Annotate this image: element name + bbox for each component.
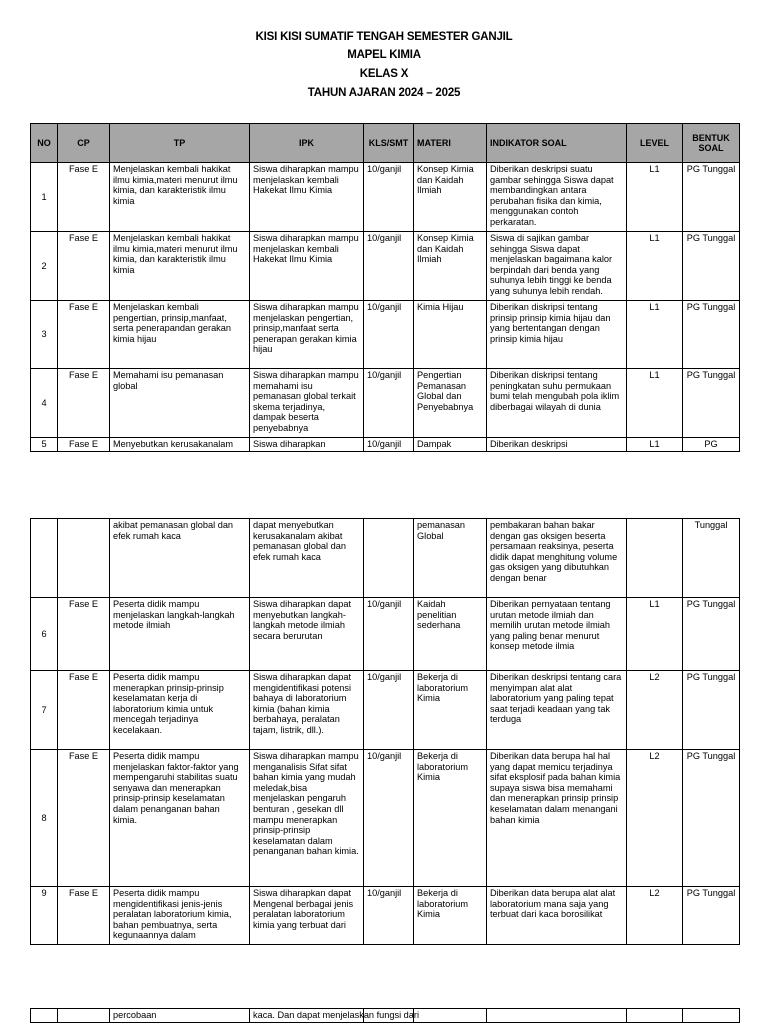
cell-no: 6 xyxy=(31,598,58,671)
cell-materi xyxy=(414,1009,487,1023)
cell-materi: Konsep Kimia dan Kaidah Ilmiah xyxy=(414,232,487,301)
table-row xyxy=(31,1009,740,1023)
cell-materi: Kaidah penelitian sederhana xyxy=(414,598,487,671)
table-row xyxy=(31,438,740,452)
cell-cp xyxy=(58,519,110,598)
cell-materi: Bekerja di laboratorium Kimia xyxy=(414,750,487,887)
cell-bentuk: Tunggal xyxy=(683,519,740,598)
cell-tp: Peserta didik mampu mengidentifikasi jenis-jenis peralatan laboratorium kimia, bahan pembuatnya, serta kegunaannya dalam xyxy=(110,887,250,945)
cell-kls: 10/ganjil xyxy=(364,598,414,671)
cell-no: 3 xyxy=(31,301,58,369)
cell-tp: Peserta didik mampu menerapkan prinsip-prinsip keselamatan kerja di laboratorium kimia untuk mencegah terjadinya kecelakaan. xyxy=(110,671,250,750)
cell-no xyxy=(31,519,58,598)
cell-indikator xyxy=(487,1009,627,1023)
header-level: LEVEL xyxy=(627,124,683,163)
cell-ipk: kaca. Dan dapat menjelaskan fungsi dari xyxy=(250,1009,364,1023)
kisi-table-page-2 xyxy=(30,518,740,945)
cell-cp: Fase E xyxy=(58,232,110,301)
cell-kls: 10/ganjil xyxy=(364,232,414,301)
table-row xyxy=(31,369,740,438)
cell-materi: pemanasan Global xyxy=(414,519,487,598)
cell-indikator: Diberikan diskripsi tentang prinsip prinsip kimia hijau dan yang bertentangan dengan prinsip kimia hijau xyxy=(487,301,627,369)
cell-ipk: dapat menyebutkan kerusakanalam akibat pemanasan global dan efek rumah kaca xyxy=(250,519,364,598)
cell-ipk: Siswa diharapkan mampu menjelaskan kembali Hakekat Ilmu Kimia xyxy=(250,163,364,232)
header-kls: KLS/SMT xyxy=(364,124,414,163)
cell-indikator: Diberikan pernyataan tentang urutan metode ilmiah dan memilih urutan metode ilmiah yang paling benar menurut konsep metode ilmia xyxy=(487,598,627,671)
cell-level: L2 xyxy=(627,887,683,945)
cell-indikator: pembakaran bahan bakar dengan gas oksigen beserta persamaan reaksinya, peserta didik dapat menghitung volume gas oksigen yang dibutuhkan dengan benar xyxy=(487,519,627,598)
table-header-row xyxy=(31,124,740,163)
cell-materi: Konsep Kimia dan Kaidah Ilmiah xyxy=(414,163,487,232)
table-row xyxy=(31,232,740,301)
cell-level: L1 xyxy=(627,163,683,232)
cell-no: 8 xyxy=(31,750,58,887)
cell-indikator: Diberikan deskripsi xyxy=(487,438,627,452)
cell-level: L1 xyxy=(627,301,683,369)
cell-kls: 10/ganjil xyxy=(364,671,414,750)
cell-kls xyxy=(364,519,414,598)
cell-bentuk: PG Tunggal xyxy=(683,369,740,438)
header-indikator: INDIKATOR SOAL xyxy=(487,124,627,163)
kisi-table-page-1 xyxy=(30,123,740,452)
cell-no xyxy=(31,1009,58,1023)
cell-ipk: Siswa diharapkan dapat menyebutkan langkah-langkah metode ilmiah secara berurutan xyxy=(250,598,364,671)
cell-cp: Fase E xyxy=(58,750,110,887)
cell-ipk: Siswa diharapkan xyxy=(250,438,364,452)
cell-bentuk: PG xyxy=(683,438,740,452)
cell-level: L2 xyxy=(627,750,683,887)
cell-indikator: Diberikan diskripsi tentang peningkatan suhu permukaan bumi telah mengubah pola iklim diberbagai wilayah di dunia xyxy=(487,369,627,438)
cell-ipk: Siswa diharapkan mampu menganalisis Sifat sifat bahan kimia yang mudah meledak,bisa menjelaskan pengaruh benturan , gesekan dll mampu menerapkan prinsip-prinsip keselamatan dalam penanganan bahan kimia. xyxy=(250,750,364,887)
cell-tp: Peserta didik mampu menjelaskan langkah-langkah metode ilmiah xyxy=(110,598,250,671)
document-title-line-4: TAHUN AJARAN 2024 – 2025 xyxy=(307,87,461,99)
cell-ipk: Siswa diharapkan mampu menjelaskan pengertian, prinsip,manfaat serta penerapan gerakan kimia hijau xyxy=(250,301,364,369)
cell-bentuk: PG Tunggal xyxy=(683,163,740,232)
cell-no: 9 xyxy=(31,887,58,945)
cell-kls: 10/ganjil xyxy=(364,750,414,887)
cell-level: L1 xyxy=(627,598,683,671)
cell-kls: 10/ganjil xyxy=(364,438,414,452)
table-row xyxy=(31,301,740,369)
cell-no: 1 xyxy=(31,163,58,232)
cell-bentuk: PG Tunggal xyxy=(683,301,740,369)
cell-cp: Fase E xyxy=(58,438,110,452)
cell-tp: percobaan xyxy=(110,1009,250,1023)
cell-bentuk: PG Tunggal xyxy=(683,887,740,945)
cell-kls: 10/ganjil xyxy=(364,301,414,369)
cell-materi: Dampak xyxy=(414,438,487,452)
cell-ipk: Siswa diharapkan dapat Mengenal berbagai jenis peralatan laboratorium kimia yang terbuat dari xyxy=(250,887,364,945)
cell-no: 2 xyxy=(31,232,58,301)
cell-cp: Fase E xyxy=(58,301,110,369)
cell-no: 4 xyxy=(31,369,58,438)
cell-ipk: Siswa diharapkan dapat mengidentifikasi potensi bahaya di laboratorium kimia (bahan kimia berbahaya, peralatan tajam, listrik, dll.). xyxy=(250,671,364,750)
table-row xyxy=(31,163,740,232)
cell-level xyxy=(627,519,683,598)
cell-indikator: Siswa di sajikan gambar sehingga Siswa dapat menjelaskan bagaimana kalor berpindah dari benda yang suhunya lebih tinggi ke benda yang suhunya lebih rendah. xyxy=(487,232,627,301)
header-cp: CP xyxy=(58,124,110,163)
cell-bentuk: PG Tunggal xyxy=(683,598,740,671)
cell-tp: Menyebutkan kerusakanalam xyxy=(110,438,250,452)
cell-materi: Bekerja di laboratorium Kimia xyxy=(414,671,487,750)
cell-no: 5 xyxy=(31,438,58,452)
cell-kls: 10/ganjil xyxy=(364,163,414,232)
cell-indikator: Diberikan data berupa hal hal yang dapat memicu terjadinya sifat eksplosif pada bahan kimia supaya siswa bisa memahami dan menerapkan prinsip prinsip keselamatan dalam menangani bahan kimia xyxy=(487,750,627,887)
document-title-line-2: MAPEL KIMIA xyxy=(347,49,421,61)
cell-tp: Menjelaskan kembali hakikat ilmu kimia,materi menurut ilmu kimia, dan karakteristik ilmu kimia xyxy=(110,232,250,301)
cell-materi: Kimia Hijau xyxy=(414,301,487,369)
cell-indikator: Diberikan deskripsi suatu gambar sehingga Siswa dapat membandingkan antara perubahan fisika dan kimia, menggunakan contoh perkaratan. xyxy=(487,163,627,232)
header-ipk: IPK xyxy=(250,124,364,163)
cell-no: 7 xyxy=(31,671,58,750)
cell-bentuk xyxy=(683,1009,740,1023)
cell-kls: 10/ganjil xyxy=(364,369,414,438)
cell-level xyxy=(627,1009,683,1023)
table-row xyxy=(31,671,740,750)
header-tp: TP xyxy=(110,124,250,163)
document-title-line-3: KELAS X xyxy=(359,68,409,80)
cell-tp: Menjelaskan kembali pengertian, prinsip,manfaat, serta penerapandan gerakan kimia hijau xyxy=(110,301,250,369)
cell-cp: Fase E xyxy=(58,887,110,945)
cell-indikator: Diberikan deskripsi tentang cara menyimpan alat alat laboratorium yang paling tepat saat terjadi keadaan yang tak terduga xyxy=(487,671,627,750)
cell-tp: Peserta didik mampu menjelaskan faktor-faktor yang mempengaruhi stabilitas suatu senyawa dan menerapkan prinsip-prinsip keselamatan dalam penanganan bahan kimia. xyxy=(110,750,250,887)
header-materi: MATERI xyxy=(414,124,487,163)
cell-tp: Memahami isu pemanasan global xyxy=(110,369,250,438)
cell-bentuk: PG Tunggal xyxy=(683,671,740,750)
cell-cp: Fase E xyxy=(58,369,110,438)
header-bentuk: BENTUK SOAL xyxy=(683,124,740,163)
cell-cp: Fase E xyxy=(58,163,110,232)
cell-cp xyxy=(58,1009,110,1023)
cell-ipk: Siswa diharapkan mampu menjelaskan kembali Hakekat Ilmu Kimia xyxy=(250,232,364,301)
header-no: NO xyxy=(31,124,58,163)
document-title-line-1: KISI KISI SUMATIF TENGAH SEMESTER GANJIL xyxy=(255,31,513,43)
cell-level: L1 xyxy=(627,438,683,452)
table-row xyxy=(31,598,740,671)
cell-tp: akibat pemanasan global dan efek rumah kaca xyxy=(110,519,250,598)
kisi-table-page-3 xyxy=(30,1008,740,1023)
cell-level: L2 xyxy=(627,671,683,750)
table-row xyxy=(31,887,740,945)
cell-kls: 10/ganjil xyxy=(364,887,414,945)
table-row xyxy=(31,750,740,887)
cell-materi: Bekerja di laboratorium Kimia xyxy=(414,887,487,945)
cell-cp: Fase E xyxy=(58,598,110,671)
cell-materi: Pengertian Pemanasan Global dan Penyebabnya xyxy=(414,369,487,438)
cell-bentuk: PG Tunggal xyxy=(683,750,740,887)
cell-level: L1 xyxy=(627,369,683,438)
cell-level: L1 xyxy=(627,232,683,301)
table-row xyxy=(31,519,740,598)
cell-ipk: Siswa diharapkan mampu memahami isu pemanasan global terkait skema terjadinya, dampak beserta penyebabnya xyxy=(250,369,364,438)
cell-tp: Menjelaskan kembali hakikat ilmu kimia,materi menurut ilmu kimia, dan karakteristik ilmu kimia xyxy=(110,163,250,232)
cell-indikator: Diberikan data berupa alat alat laboratorium mana saja yang terbuat dari kaca borosilikat xyxy=(487,887,627,945)
cell-bentuk: PG Tunggal xyxy=(683,232,740,301)
cell-cp: Fase E xyxy=(58,671,110,750)
